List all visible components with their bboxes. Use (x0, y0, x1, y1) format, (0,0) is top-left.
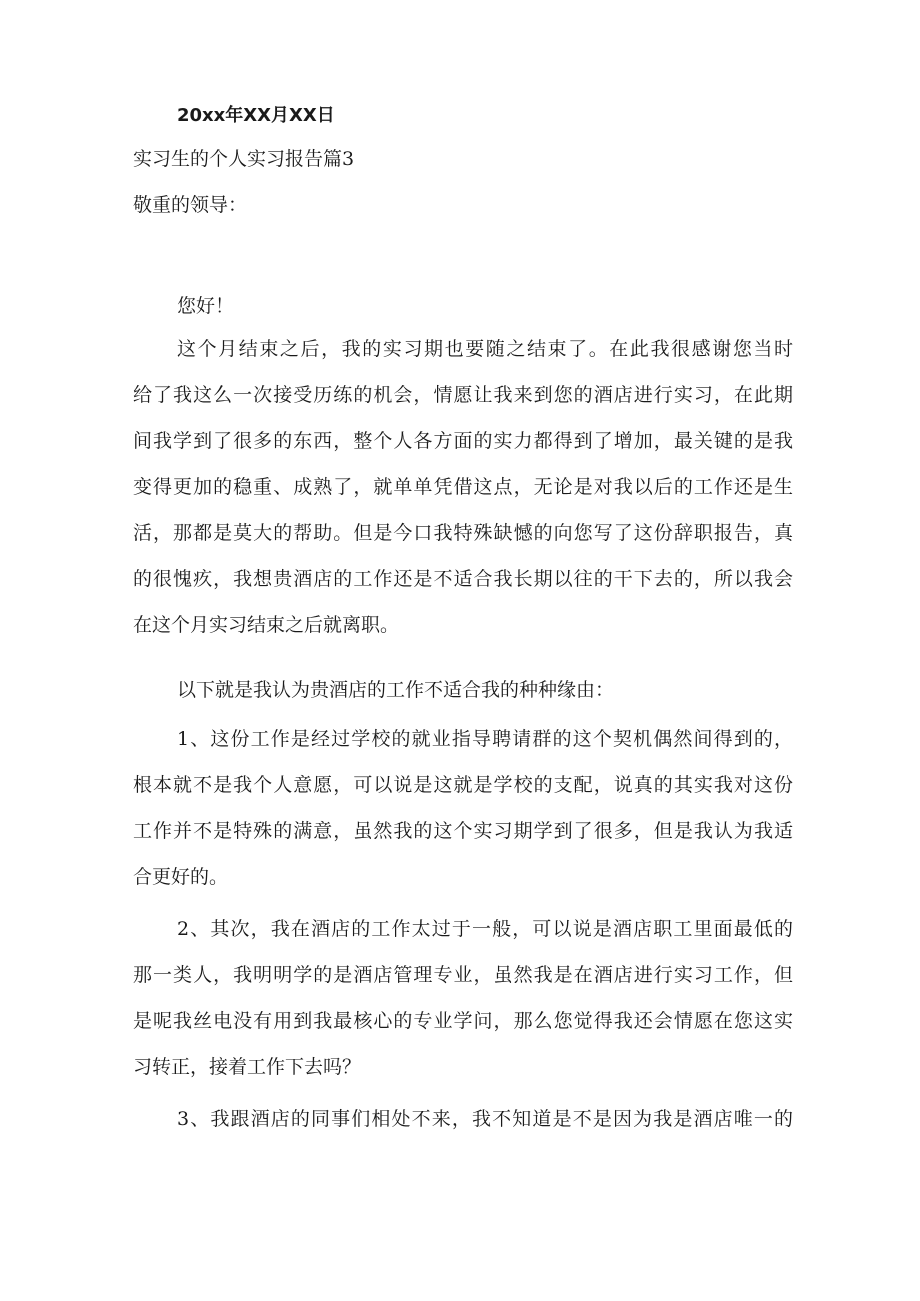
paragraph-line: 给了我这么一次接受历练的机会，情愿让我来到您的酒店进行实习，在此期 (133, 384, 793, 406)
paragraph-reason-2 (133, 906, 793, 1090)
paragraph-line: 是呢我丝电没有用到我最核心的专业学问，那么您觉得我还会情愿在您这实 (133, 1010, 793, 1032)
paragraph-line: 那一类人，我明明学的是酒店管理专业，虽然我是在酒店进行实习工作，但 (133, 964, 793, 986)
paragraph-reason-3 (133, 1096, 793, 1142)
paragraph-reasons-intro (133, 667, 793, 713)
paragraph-line: 3、我跟酒店的同事们相处不来，我不知道是不是因为我是酒店唯一的 (177, 1108, 793, 1130)
paragraph-intro (133, 326, 793, 648)
paragraph-line: 工作并不是特殊的满意，虽然我的这个实习期学到了很多，但是我认为我适 (133, 820, 793, 842)
greeting: 您好！ (177, 295, 235, 317)
paragraph-line: 的很愧疚，我想贵酒店的工作还是不适合我长期以往的干下去的，所以我会 (133, 568, 793, 590)
paragraph-line: 在这个月实习结束之后就离职。 (133, 614, 400, 636)
paragraph-line: 活，那都是莫大的帮助。但是今口我特殊缺憾的向您写了这份辞职报告，真 (133, 522, 793, 544)
paragraph-line: 1、这份工作是经过学校的就业指导聘请群的这个契机偶然间得到的， (177, 728, 793, 750)
document-date: 20xx年XX月XX日 (177, 105, 335, 126)
paragraph-line: 这个月结束之后，我的实习期也要随之结束了。在此我很感谢您当时 (177, 338, 793, 360)
paragraph-line: 以下就是我认为贵酒店的工作不适合我的种种缘由： (177, 679, 615, 701)
paragraph-line: 合更好的。 (133, 866, 229, 888)
paragraph-line: 习转正，接着工作下去吗？ (133, 1056, 362, 1078)
salutation: 敬重的领导： (133, 194, 248, 216)
paragraph-line: 变得更加的稳重、成熟了，就单单凭借这点，无论是对我以后的工作还是生 (133, 476, 793, 498)
document-title: 实习生的个人实习报告篇3 (133, 148, 355, 170)
paragraph-reason-1 (133, 716, 793, 900)
paragraph-line: 根本就不是我个人意愿，可以说是这就是学校的支配，说真的其实我对这份 (133, 774, 793, 796)
paragraph-line: 2、其次，我在酒店的工作太过于一般，可以说是酒店职工里面最低的 (177, 918, 793, 940)
paragraph-line: 间我学到了很多的东西，整个人各方面的实力都得到了增加，最关键的是我 (133, 430, 793, 452)
